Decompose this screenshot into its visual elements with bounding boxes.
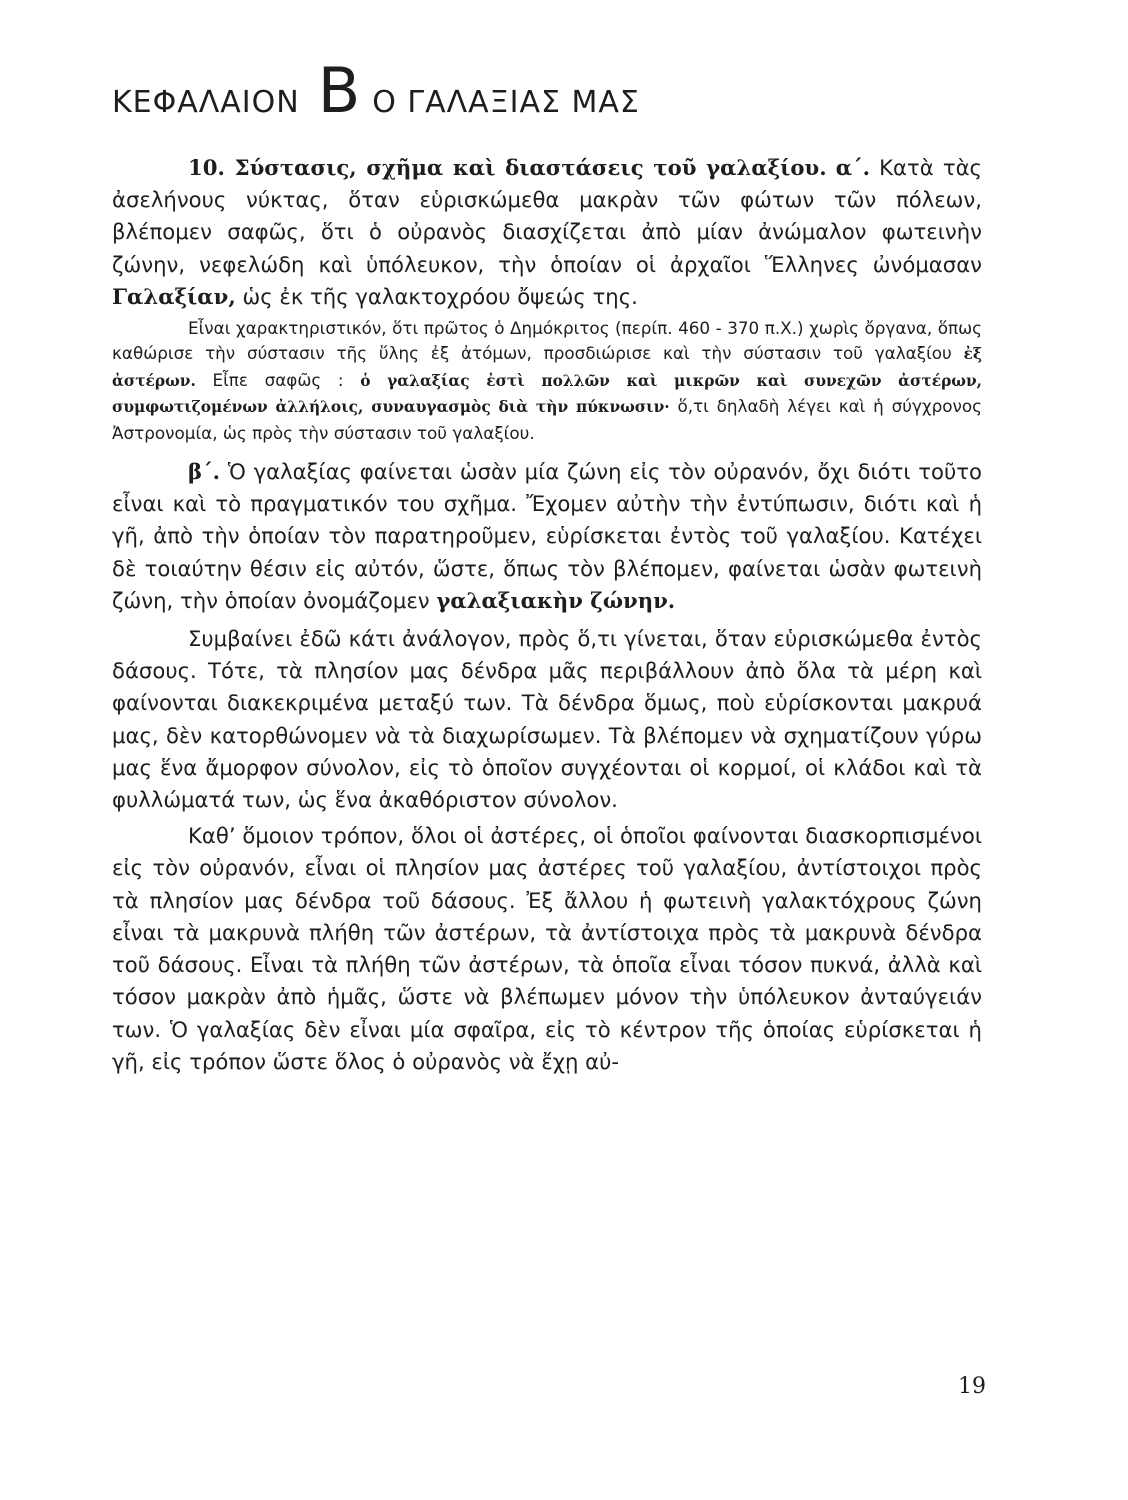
paragraph-b-text: Ὁ γαλαξίας φαίνεται ὡσὰν μία ζώνη εἰς τὸν οὐρανόν, ὄχι διότι τοῦτο εἶναι καὶ τὸ πραγματικόν του σχῆμα. Ἔχομεν αὐτὴν τὴν ἐντύπωσιν, διότι καὶ ἡ γῆ, ἀπὸ τὴν ὁποίαν τὸν παρατηροῦμεν, εὑρίσκεται ἐντὸς τοῦ γαλαξίου. Κατέχει δὲ τοιαύτην θέσιν εἰς αὐτόν, ὥστε, ὅπως τὸν βλέπομεν, φαίνεται ὡσὰν φωτεινὴ ζώνη, τὴν ὁποίαν ὀνομάζομεν [112,459,982,613]
chapter-header [112,54,640,127]
democritus-note [112,316,982,446]
note-text: Εἶναι χαρακτηριστικόν, ὅτι πρῶτος ὁ Δημόκριτος (περίπ. 460 - 370 π.Χ.) χωρὶς ὄργανα, ὅπως καθώρισε τὴν σύστασιν τῆς ὕλης ἐξ ἀτόμων, προσδιώρισε καὶ τὴν σύστασιν τοῦ γαλαξίου [112,318,982,364]
section-heading: 10. Σύστασις, σχῆμα καὶ διαστάσεις τοῦ γαλαξίου. [188,155,827,180]
chapter-title: Ο ΓΑΛΑΞΙΑΣ ΜΑΣ [372,85,640,120]
paragraph-a-text: Κατὰ τὰς ἀσελήνους νύκτας, ὅταν εὑρισκώμεθα μακρὰν τῶν φώτων τῶν πόλεων, βλέπομεν σαφῶς, ὅτι ὁ οὐρανὸς διασχίζεται ἀπὸ μίαν ἀνώμαλον φωτεινὴν ζώνην, νεφελώδη καὶ ὑπόλευκον, τὴν ὁποίαν οἱ ἀρχαῖοι Ἕλληνες ὠνόμασαν [112,155,982,277]
section-paragraph-b [112,456,982,617]
chapter-word: ΚΕΦΑΛΑΙΟΝ [112,85,300,120]
stars-paragraph: Καθ’ ὅμοιον τρόπον, ὅλοι οἱ ἀστέρες, οἱ ὁποῖοι φαίνονται διασκορπισμένοι εἰς τὸν οὐρανόν, εἶναι οἱ πλησίον μας ἀστέρες τοῦ γαλαξίου, ἀντίστοιχοι πρὸς τὰ πλησίον μας δένδρα τοῦ δάσους. Ἐξ ἄλλου ἡ φωτεινὴ γαλακτόχρους ζώνη εἶναι τὰ μακρυνὰ πλήθη τῶν ἀστέρων, τὰ ἀντίστοιχα πρὸς τὰ μακρυνὰ δένδρα τοῦ δάσους. Εἶναι τὰ πλήθη τῶν ἀστέρων, τὰ ὁποῖα εἶναι τόσον πυκνά, ἀλλὰ καὶ τόσον μακρὰν ἀπὸ ἡμᾶς, ὥστε νὰ βλέπωμεν μόνον τὴν ὑπόλευκον ἀνταύγειάν των. Ὁ γαλαξίας δὲν εἶναι μία σφαῖρα, εἰς τὸ κέντρον τῆς ὁποίας εὑρίσκεται ἡ γῆ, εἰς τρόπον ὥστε ὅλος ὁ οὐρανὸς νὰ ἔχῃ αὐ- [112,823,982,1074]
note-end: ὅ,τι δηλαδὴ λέγει καὶ ἡ σύγχρονος Ἀστρονομία, ὡς πρὸς τὴν σύστασιν τοῦ γαλαξίου. [112,396,982,443]
part-a-label: α΄. [835,155,871,180]
note-bold: ἐξ ἀστέρων. [112,345,982,390]
chapter-letter: Β [317,54,361,127]
note-mid: Εἶπε σαφῶς : [212,369,344,390]
galactic-zone-term: γαλαξιακὴν ζώνην. [436,587,676,613]
paragraph-a-end: ὡς ἐκ τῆς γαλακτοχρόου ὄψεώς της. [242,283,638,309]
forest-analogy-paragraph: Συμβαίνει ἐδῶ κάτι ἀνάλογον, πρὸς ὅ,τι γίνεται, ὅταν εὑρισκώμεθα ἐντὸς δάσους. Τότε, τὰ πλησίον μας δένδρα μᾶς περιβάλλουν ἀπὸ ὅλα τὰ μέρη καὶ φαίνονται διακεκριμένα μεταξύ των. Τὰ δένδρα ὅμως, ποὺ εὑρίσκονται μακρυά μας, δὲν κατορθώνομεν νὰ τὰ διαχωρίσωμεν. Τὰ βλέπομεν νὰ σχηματίζουν γύρω μας ἕνα ἄμορφον σύνολον, εἰς τὸ ὁποῖον συγχέονται οἱ κορμοί, οἱ κλάδοι καὶ τὰ φυλλώματά των, ὡς ἕνα ἀκαθόριστον σύνολον. [112,626,982,813]
galaxy-term: Γαλαξίαν, [112,283,236,309]
part-b-label: β΄. [188,459,221,485]
page-number: 19 [958,1374,986,1399]
page-body [112,152,982,1078]
section-paragraph-a [112,152,982,313]
note-quote: ὁ γαλαξίας ἐστὶ πολλῶν καὶ μικρῶν καὶ συνεχῶν ἀστέρων, συμφωτιζομένων ἀλλήλοις, συναυγασμὸς διὰ τὴν πύκνωσιν· [112,371,982,417]
